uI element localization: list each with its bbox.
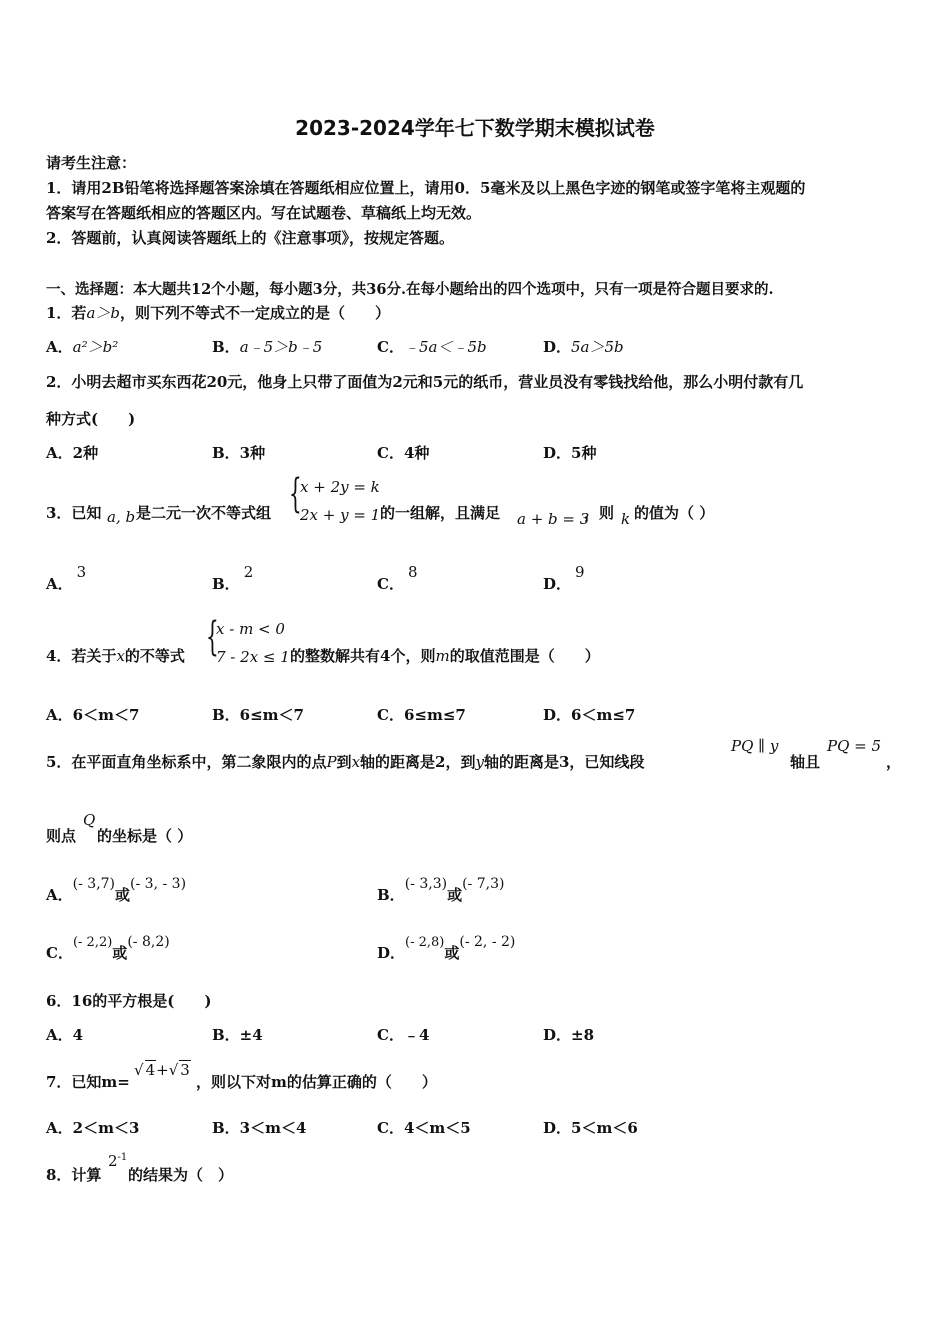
q8-stem-a: 8．计算 xyxy=(46,1166,102,1184)
q8-power: $2^{-1}$ xyxy=(108,1152,128,1170)
q3-stem-d: ，则 xyxy=(584,504,615,522)
q3-equation-1: x + 2y = k xyxy=(300,478,380,496)
q3-option-d[interactable]: D．9 xyxy=(543,563,585,593)
q2-option-b[interactable]: B．3种 xyxy=(212,444,266,462)
q2-option-a[interactable]: A．2种 xyxy=(46,444,99,462)
q5-option-c[interactable]: C．(- 2,2)或(- 8,2) xyxy=(46,934,170,962)
q3-k: k xyxy=(621,510,631,528)
q5-stem-f: ， xyxy=(886,753,902,771)
q7-option-a[interactable]: A．2＜m＜3 xyxy=(46,1119,140,1137)
q3-vars: a, b xyxy=(107,508,136,526)
q1-option-d[interactable]: D．5a＞5b xyxy=(543,338,624,356)
q2-option-d[interactable]: D．5种 xyxy=(543,444,597,462)
q4-system-brace: { xyxy=(206,614,219,660)
q3-stem-b: 是二元一次不等式组 xyxy=(136,504,272,522)
q4-stem-c: 的整数解共有4个，则m的取值范围是（ ） xyxy=(290,647,600,665)
page-title: 2023-2024学年七下数学期末模拟试卷 xyxy=(295,116,655,140)
q1-option-c[interactable]: C．﹣5a＜﹣5b xyxy=(377,338,487,356)
q4-option-d[interactable]: D．6＜m≤7 xyxy=(543,706,636,724)
q3-option-b[interactable]: B．2 xyxy=(212,563,254,593)
q4-option-c[interactable]: C．6≤m≤7 xyxy=(377,706,466,724)
q3-option-c[interactable]: C．8 xyxy=(377,563,418,593)
notice-heading: 请考生注意： xyxy=(46,154,137,172)
question-2-line-2: 种方式( ) xyxy=(46,410,136,428)
q6-option-b[interactable]: B．±4 xyxy=(212,1026,263,1044)
q5-length: PQ = 5 xyxy=(827,737,882,755)
q3-stem-e: 的值为（ ） xyxy=(634,504,715,522)
q6-option-a[interactable]: A．4 xyxy=(46,1026,84,1044)
q7-stem-a: 7．已知m= xyxy=(46,1073,130,1091)
q6-option-c[interactable]: C．﹣4 xyxy=(377,1026,430,1044)
q3-stem-a: 3．已知 xyxy=(46,504,102,522)
q1-option-a[interactable]: A．a²＞b² xyxy=(46,338,119,356)
q3-system-brace: { xyxy=(289,471,302,517)
q3-option-a[interactable]: A．3 xyxy=(46,563,87,593)
notice-line-1: 1．请用2B铅笔将选择题答案涂填在答题纸相应位置上，请用0．5毫米及以上黑色字迹的钢笔或签字笔将主观题的 xyxy=(46,179,806,197)
q8-stem-b: 的结果为（ ） xyxy=(128,1166,234,1184)
question-1-stem: 1．若a＞b，则下列不等式不一定成立的是（ ） xyxy=(46,304,390,322)
section-heading: 一、选择题：本大题共12个小题，每小题3分，共36分.在每小题给出的四个选项中，只有一项是符合题目要求的. xyxy=(46,281,774,298)
q3-equation-2: 2x + y = 1 xyxy=(300,506,381,524)
q5-line-2b: 的坐标是（ ） xyxy=(97,827,193,845)
q5-line-2a: 则点 xyxy=(46,827,77,845)
q4-option-a[interactable]: A．6＜m＜7 xyxy=(46,706,140,724)
q5-option-d[interactable]: D．(- 2,8)或(- 2, - 2) xyxy=(377,934,516,962)
q4-stem-a: 4．若关于x的不等式 xyxy=(46,647,185,665)
q2-option-c[interactable]: C．4种 xyxy=(377,444,430,462)
q6-option-d[interactable]: D．±8 xyxy=(543,1026,595,1044)
q7-option-d[interactable]: D．5＜m＜6 xyxy=(543,1119,638,1137)
question-2-line-1: 2．小明去超市买东西花20元，他身上只带了面值为2元和5元的纸币，营业员没有零钱找给他，那么小明付款有几 xyxy=(46,373,804,391)
q4-option-b[interactable]: B．6≤m＜7 xyxy=(212,706,304,724)
q4-inequality-1: x - m < 0 xyxy=(216,620,285,638)
q5-stem-a: 5．在平面直角坐标系中，第二象限内的点P到x轴的距离是2，到y轴的距离是3，已知线段 xyxy=(46,753,645,771)
q7-option-b[interactable]: B．3＜m＜4 xyxy=(212,1119,307,1137)
q3-condition: a + b = 3 xyxy=(517,510,590,528)
notice-line-2: 2．答题前，认真阅读答题纸上的《注意事项》，按规定答题。 xyxy=(46,229,454,247)
q4-inequality-2: 7 - 2x ≤ 1 xyxy=(216,648,290,666)
q5-stem-e: 轴且 xyxy=(790,753,821,771)
q5-parallel: PQ ∥ y xyxy=(731,737,779,755)
q7-stem-b: ，则以下对m的估算正确的（ ） xyxy=(196,1073,437,1091)
q5-option-a[interactable]: A．(- 3,7)或(- 3, - 3) xyxy=(46,876,187,904)
q5-option-b[interactable]: B．(- 3,3)或(- 7,3) xyxy=(377,876,505,904)
q5-q: Q xyxy=(83,811,96,829)
question-6-stem: 6．16的平方根是( ) xyxy=(46,992,212,1010)
notice-line-1b: 答案写在答题纸相应的答题区内。写在试题卷、草稿纸上均无效。 xyxy=(46,204,482,222)
q1-option-b[interactable]: B．a﹣5＞b﹣5 xyxy=(212,338,323,356)
q7-option-c[interactable]: C．4＜m＜5 xyxy=(377,1119,471,1137)
q7-expression: √ 4+√ 3 xyxy=(134,1061,190,1079)
q3-stem-c: 的一组解，且满足 xyxy=(380,504,501,522)
